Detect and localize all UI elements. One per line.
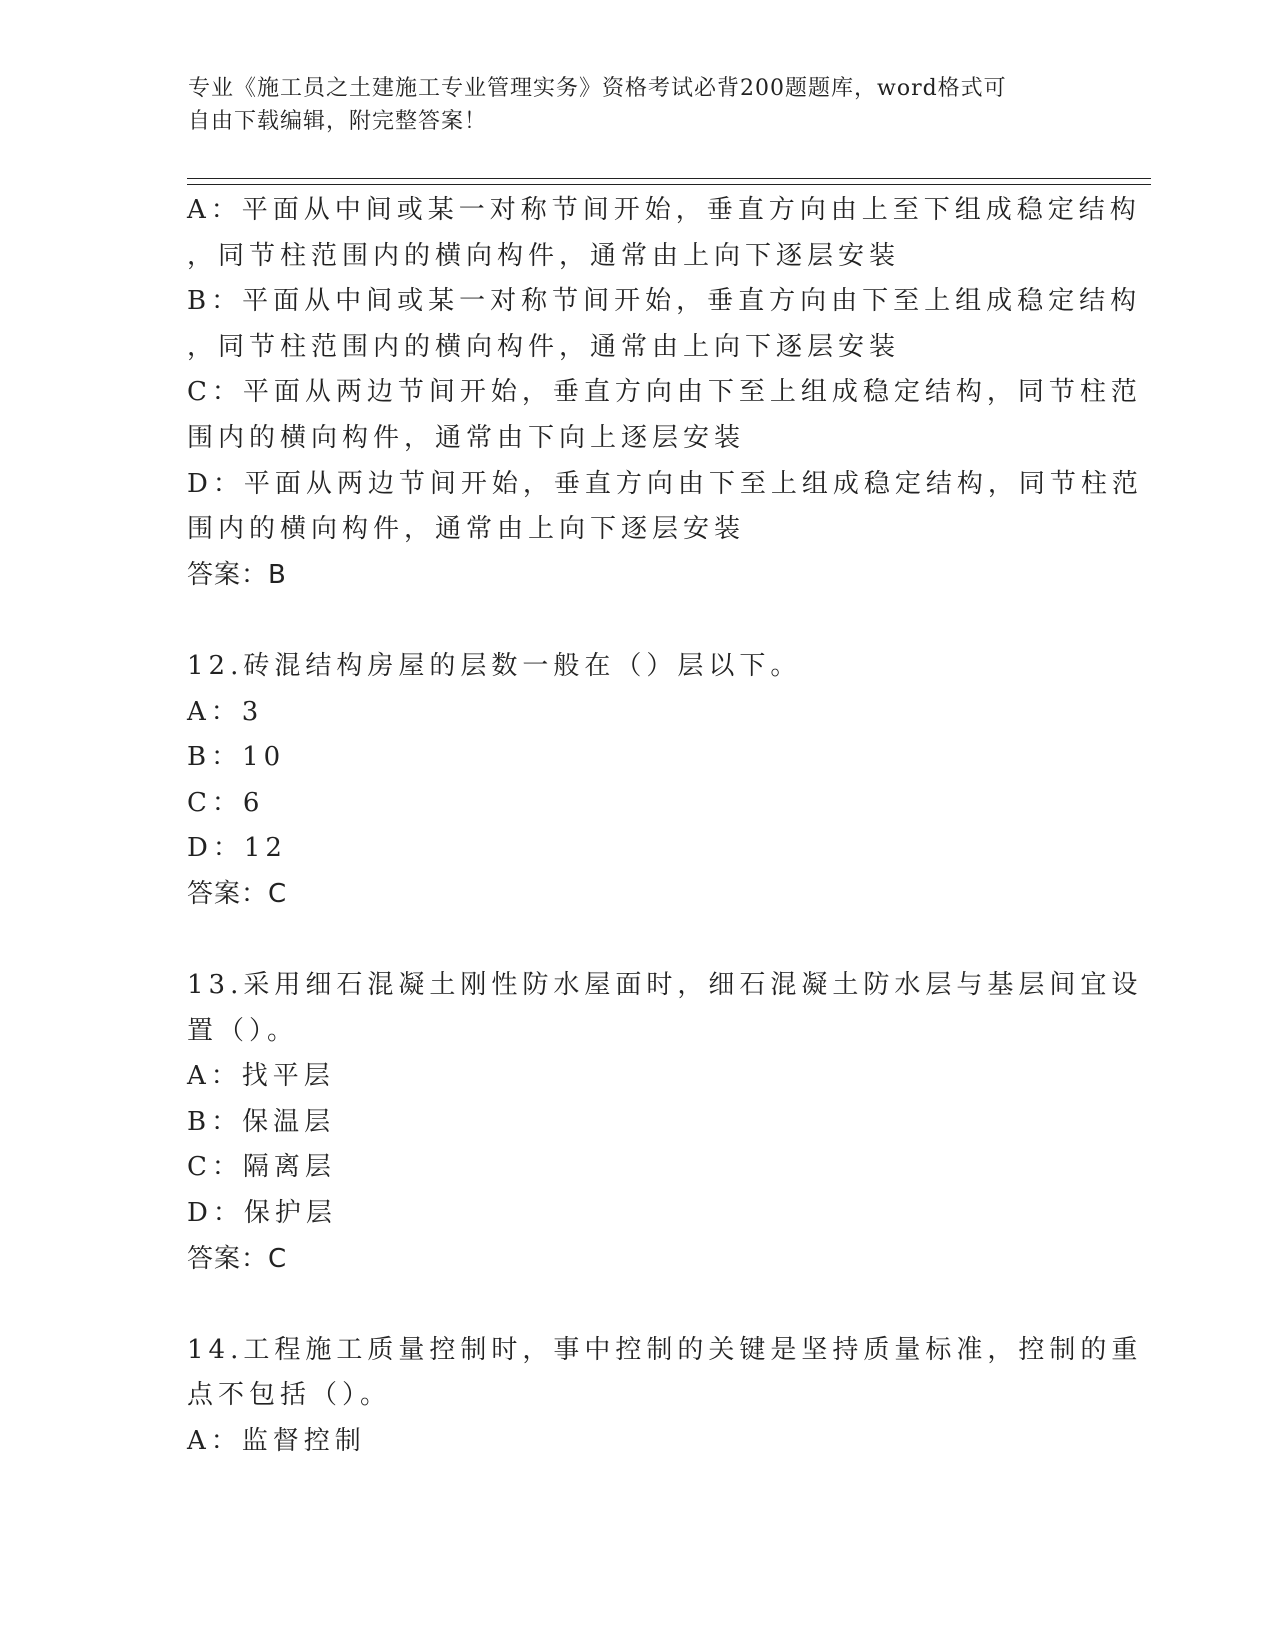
option-a: A：找平层 [187,1061,335,1092]
question-14 [187,1328,1143,1465]
question-11-options [187,188,1143,598]
question-13 [187,963,1143,1282]
option-d: D：保护层 [187,1198,337,1229]
question-text-line-2: 点不包括（）。 [187,1380,392,1411]
option-b: B：保温层 [187,1106,336,1137]
option-a-line-1: A：平面从中间或某一对称节间开始，垂直方向由上至下组成稳定结构 [187,195,1141,225]
option-a: A：监督控制 [187,1426,366,1457]
header-divider-bottom [187,184,1151,185]
question-content [187,188,1143,1465]
question-12 [187,644,1087,918]
answer-line: 答案：B [187,559,287,590]
option-b-line-1: B：平面从中间或某一对称节间开始，垂直方向由下至上组成稳定结构 [187,286,1142,317]
option-d: D：12 [187,833,287,864]
question-text-line-2: 置（）。 [187,1015,299,1046]
option-a-line-2: ，同节柱范围内的横向构件，通常由上向下逐层安装 [187,240,901,271]
option-b: B：10 [187,742,286,773]
header-title-line-2: 自由下载编辑，附完整答案！ [188,109,488,134]
option-c-line-1: C：平面从两边节间开始，垂直方向由下至上组成稳定结构，同节柱范 [187,377,1142,408]
header-divider-top [187,178,1151,179]
document-header [188,72,1088,138]
option-a: A：3 [187,696,264,727]
option-d-line-1: D：平面从两边节间开始，垂直方向由下至上组成稳定结构，同节柱范 [187,468,1143,499]
question-text-line-1: 13.采用细石混凝土刚性防水屋面时，细石混凝土防水层与基层间宜设 [187,970,1143,1001]
option-b-line-2: ，同节柱范围内的横向构件，通常由上向下逐层安装 [187,331,901,362]
spacer [187,1282,1087,1328]
header-title-line-1: 专业《施工员之土建施工专业管理实务》资格考试必背200题题库，word格式可 [188,76,1007,101]
option-d-line-2: 围内的横向构件，通常由上向下逐层安装 [187,514,746,545]
spacer [187,598,1087,644]
option-c: C：6 [187,787,265,818]
answer-line: 答案：C [187,1243,288,1274]
option-c: C：隔离层 [187,1152,336,1183]
question-text: 12.砖混结构房屋的层数一般在（）层以下。 [187,650,802,681]
answer-line: 答案：C [187,878,288,909]
option-c-line-2: 围内的横向构件，通常由下向上逐层安装 [187,422,746,453]
question-text-line-1: 14.工程施工质量控制时，事中控制的关键是坚持质量标准，控制的重 [187,1334,1143,1365]
spacer [187,918,1087,964]
